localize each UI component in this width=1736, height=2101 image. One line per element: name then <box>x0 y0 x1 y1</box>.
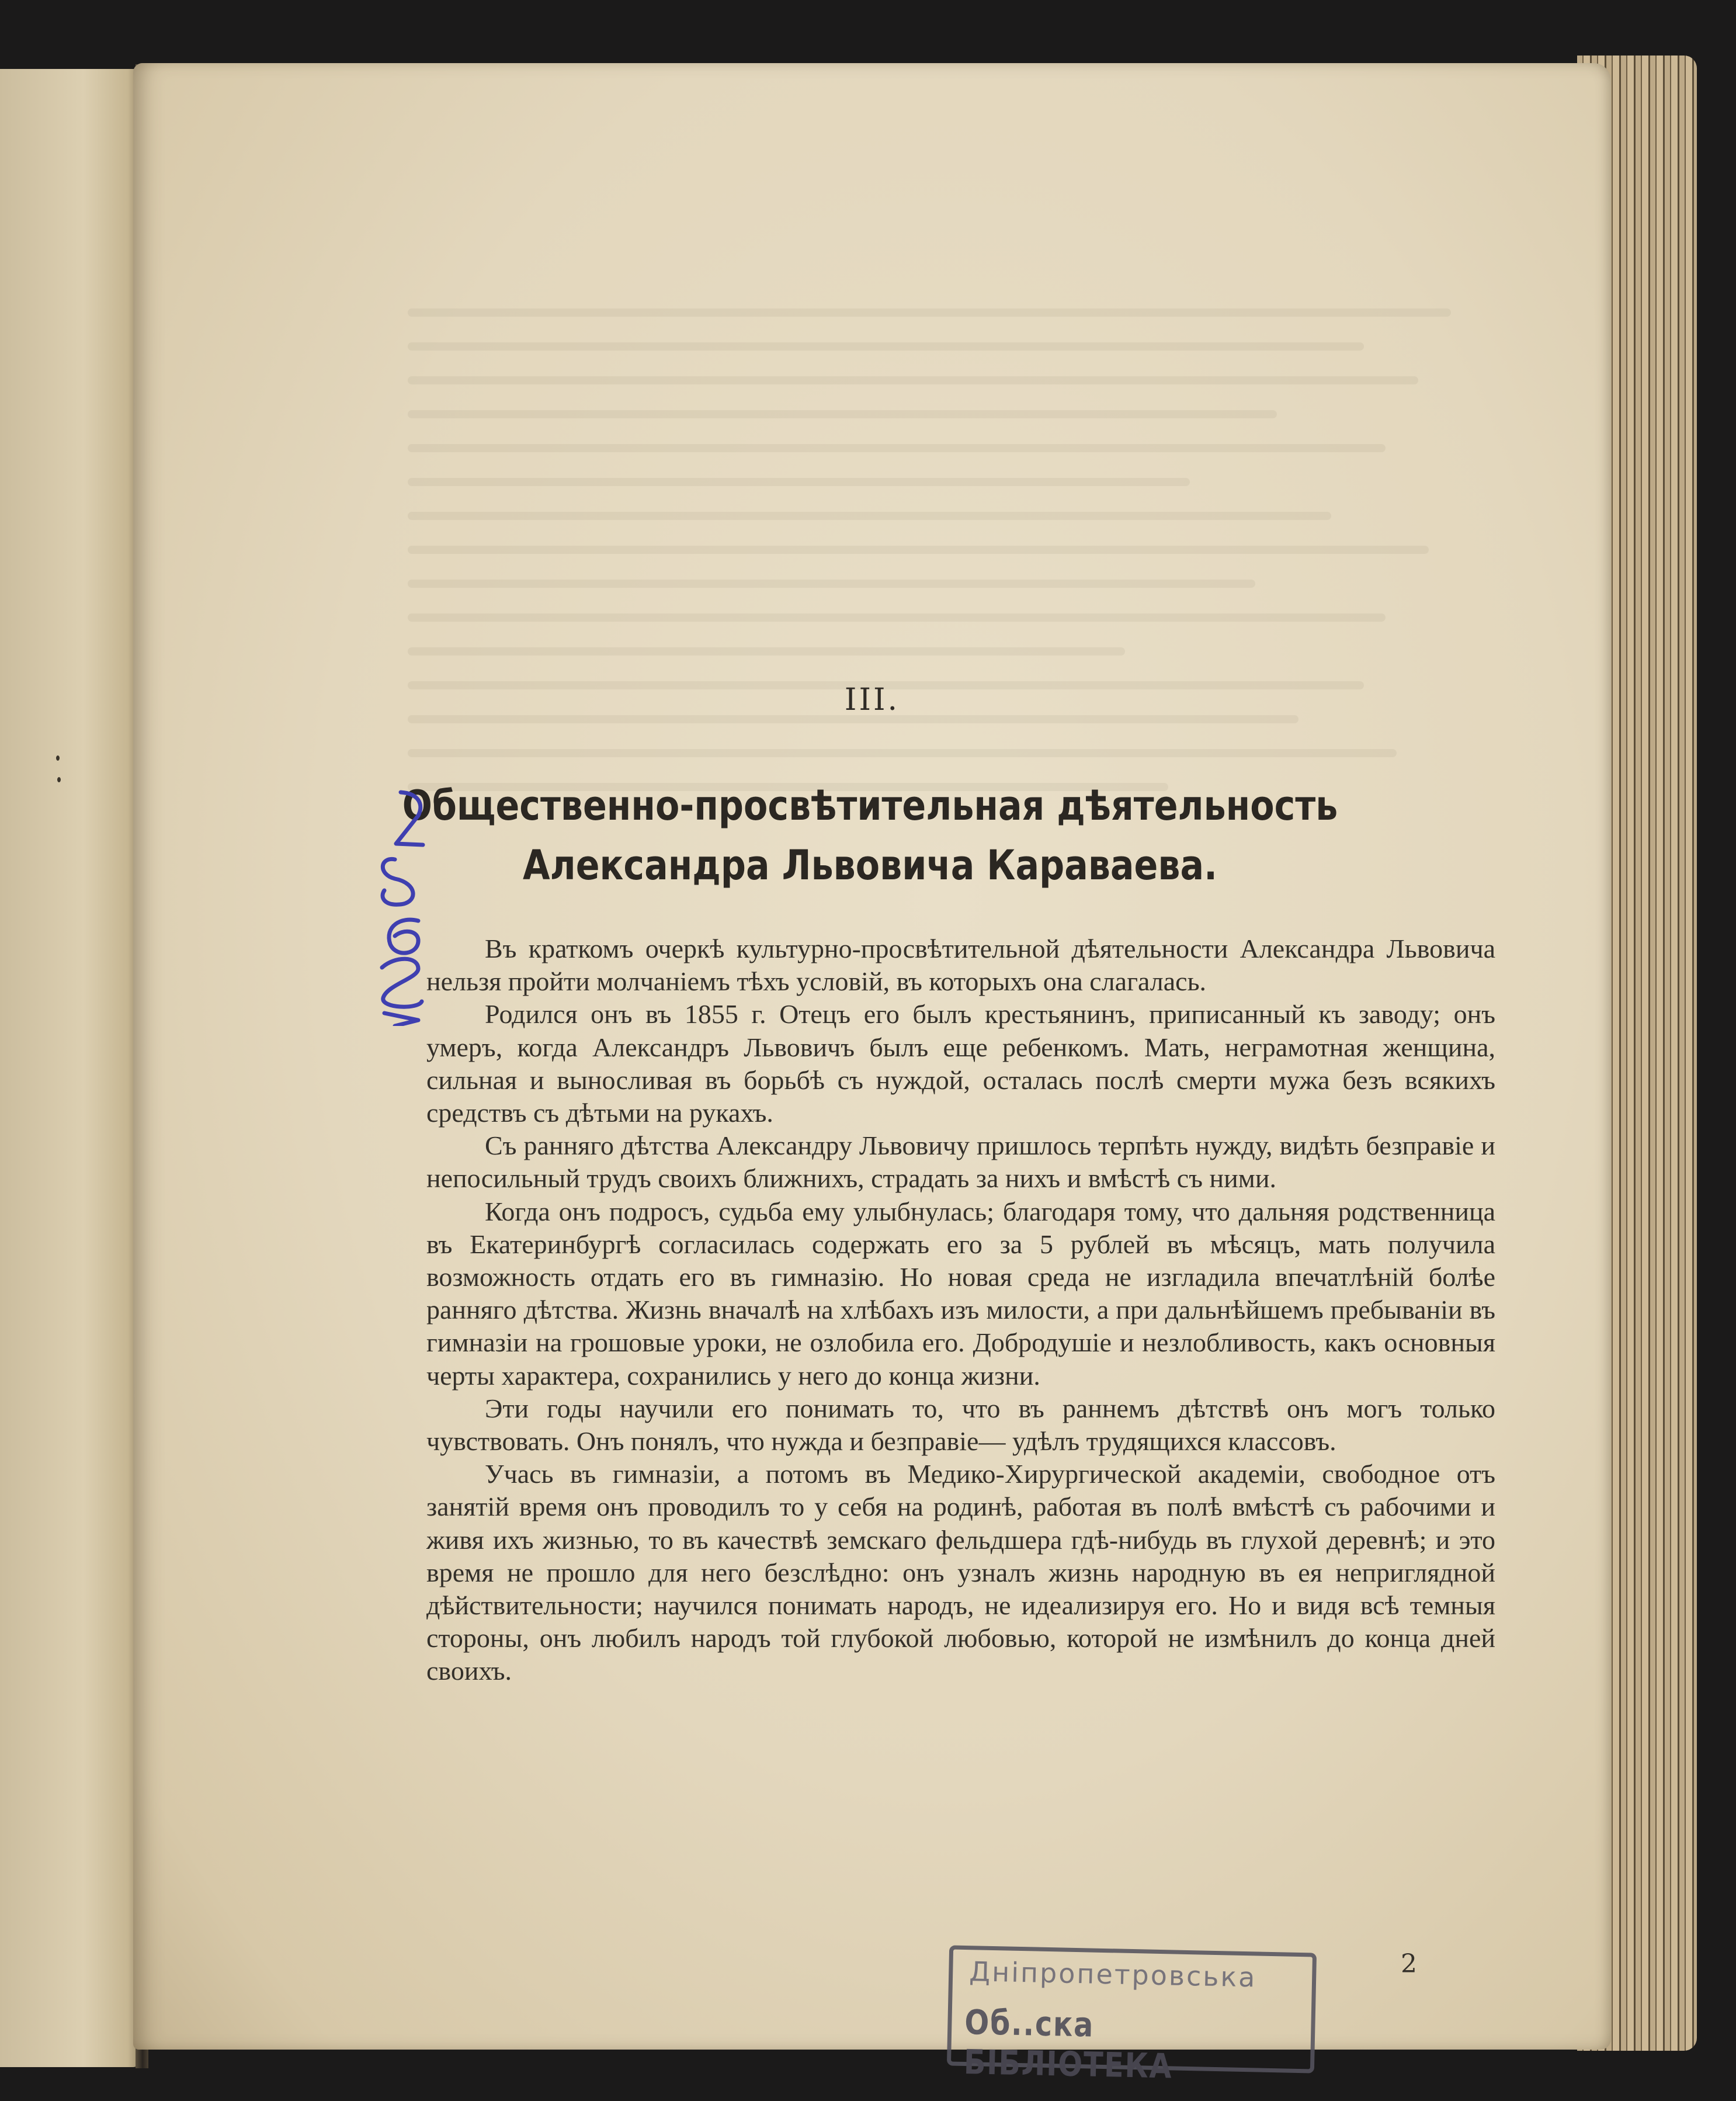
paragraph: Эти годы научили его понимать то, что въ раннемъ дѣтствѣ онъ могъ только чувствовать. Онъ понялъ, что нужда и безправіе— удѣлъ трудящихся классовъ. <box>426 1393 1495 1457</box>
speck <box>56 755 60 761</box>
speck <box>57 777 61 782</box>
show-through-text <box>408 308 1494 834</box>
paragraph: Родился онъ въ 1855 г. Отецъ его былъ крестьянинъ, приписанный къ заводу; онъ умеръ, когда Александръ Львовичъ былъ еще ребенкомъ. Мать, неграмотная женщина, сильная и выносливая въ борьбѣ съ нуждой, осталась послѣ смерти мужа безъ всякихъ средствъ съ дѣтьми на рукахъ. <box>426 999 1495 1128</box>
stamp-line: Дніпропетровська <box>968 1956 1257 1993</box>
title-line: Александра Львовича Караваева. <box>523 841 1217 889</box>
handwritten-inventory-number <box>331 781 436 1026</box>
body-text <box>426 932 1495 1688</box>
stamp-line: Об..ска БІБЛІОТЕКА <box>963 2002 1173 2086</box>
paragraph: Учась въ гимназіи, а потомъ въ Медико-Хирургической академіи, свободное отъ занятій время онъ проводилъ то у себя на родинѣ, работая въ полѣ вмѣстѣ съ рабочими и живя ихъ жизнью, то въ качествѣ земскаго фельдшера гдѣ-нибудь въ глухой деревнѣ; и это время не прошло для него безслѣдно: онъ узналъ жизнь народную въ ея неприглядной дѣйствительности; научился понимать народъ, не идеализируя его. Но и видя всѣ темныя стороны, онъ любилъ народъ той глубокой любовью, которой не измѣнилъ до конца дней своихъ. <box>426 1459 1495 1686</box>
book-page <box>133 63 1611 2086</box>
paragraph: Съ ранняго дѣтства Александру Львовичу пришлось терпѣть нужду, видѣть безправіе и непосильный трудъ своихъ ближнихъ, страдать за нихъ и вмѣстѣ съ ними. <box>426 1131 1495 1194</box>
page-number: 2 <box>1401 1949 1417 1979</box>
left-page <box>0 69 139 2067</box>
title-line: Общественно-просвѣтительная дѣятельность <box>402 782 1338 830</box>
section-number: III. <box>844 682 900 717</box>
library-stamp <box>947 1945 1317 2086</box>
paragraph: Въ краткомъ очеркѣ культурно-просвѣтительной дѣятельности Александра Львовича нельзя пройти молчаніемъ тѣхъ условій, въ которыхъ она слагалась. <box>426 934 1495 997</box>
paragraph: Когда онъ подросъ, судьба ему улыбнулась; благодаря тому, что дальняя родственница въ Екатеринбургѣ согласилась содержать его за 5 рублей въ мѣсяцъ, мать получила возможность отдать его въ гимназію. Но новая среда не изгладила впечатлѣній болѣе ранняго дѣтства. Жизнь вначалѣ на хлѣбахъ изъ милости, а при дальнѣйшемъ пребываніи въ гимназіи на грошовые уроки, не озлобила его. Добродушіе и незлобливость, какъ основныя черты характера, сохранились у него до конца жизни. <box>426 1196 1495 1391</box>
